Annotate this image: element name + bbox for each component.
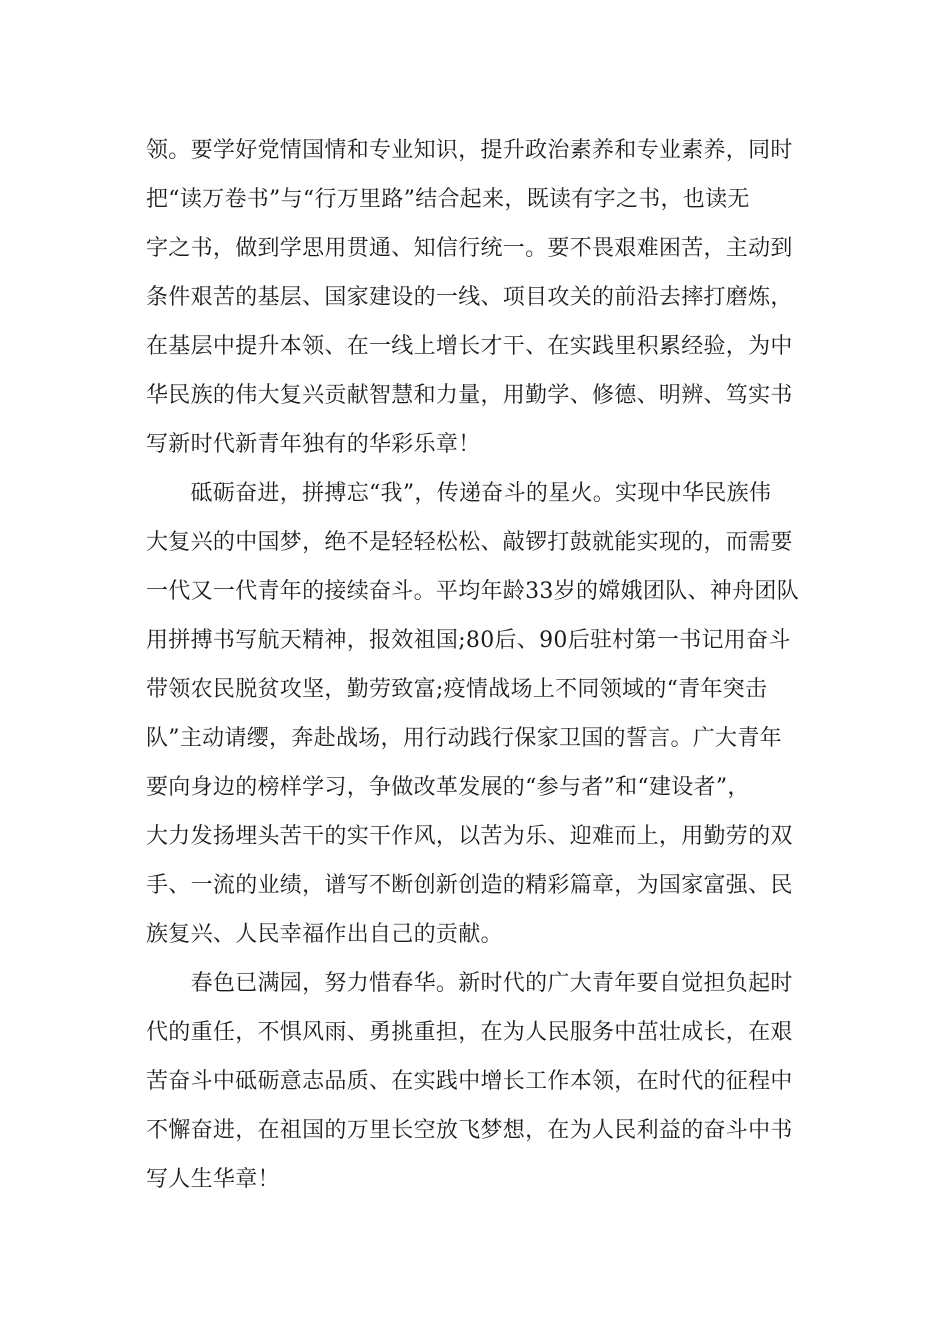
- text-line: 苦奋斗中砥砺意志品质、在实践中增长工作本领，在时代的征程中: [146, 1069, 793, 1094]
- text-line: 砥砺奋进，拼搏忘“我”，传递奋斗的星火。实现中华民族伟: [146, 481, 772, 506]
- text-line: 带领农民脱贫攻坚，勤劳致富;疫情战场上不同领域的“青年突击: [146, 677, 768, 702]
- text-line: 春色已满园，努力惜春华。新时代的广大青年要自觉担负起时: [146, 971, 793, 996]
- text-line: 一代又一代青年的接续奋斗。平均年龄33岁的嫦娥团队、神舟团队: [146, 579, 799, 604]
- paragraph-2: [146, 469, 806, 959]
- text-line: 要向身边的榜样学习，争做改革发展的“参与者”和“建设者”，: [146, 775, 750, 800]
- text-line: 写人生华章！: [146, 1167, 280, 1192]
- text-line: 队”主动请缨，奔赴战场，用行动践行保家卫国的誓言。广大青年: [146, 726, 782, 751]
- document-body: [146, 126, 806, 1204]
- text-line: 领。要学好党情国情和专业知识，提升政治素养和专业素养，同时: [146, 138, 793, 163]
- paragraph-1: [146, 126, 806, 469]
- text-line: 用拼搏书写航天精神，报效祖国;80后、90后驻村第一书记用奋斗: [146, 628, 791, 653]
- text-line: 大复兴的中国梦，绝不是轻轻松松、敲锣打鼓就能实现的，而需要: [146, 530, 793, 555]
- text-line: 华民族的伟大复兴贡献智慧和力量，用勤学、修德、明辨、笃实书: [146, 383, 793, 408]
- text-line: 字之书，做到学思用贯通、知信行统一。要不畏艰难困苦，主动到: [146, 236, 793, 261]
- text-line: 把“读万卷书”与“行万里路”结合起来，既读有字之书，也读无: [146, 187, 750, 212]
- text-line: 写新时代新青年独有的华彩乐章！: [146, 432, 481, 457]
- text-line: 条件艰苦的基层、国家建设的一线、项目攻关的前沿去摔打磨炼，: [146, 285, 793, 310]
- text-line: 代的重任，不惧风雨、勇挑重担，在为人民服务中茁壮成长，在艰: [146, 1020, 793, 1045]
- text-line: 手、一流的业绩，谱写不断创新创造的精彩篇章，为国家富强、民: [146, 873, 793, 898]
- text-line: 不懈奋进，在祖国的万里长空放飞梦想，在为人民利益的奋斗中书: [146, 1118, 793, 1143]
- text-line: 大力发扬埋头苦干的实干作风，以苦为乐、迎难而上，用勤劳的双: [146, 824, 793, 849]
- text-line: 在基层中提升本领、在一线上增长才干、在实践里积累经验，为中: [146, 334, 793, 359]
- text-line: 族复兴、人民幸福作出自己的贡献。: [146, 922, 503, 947]
- paragraph-3: [146, 959, 806, 1204]
